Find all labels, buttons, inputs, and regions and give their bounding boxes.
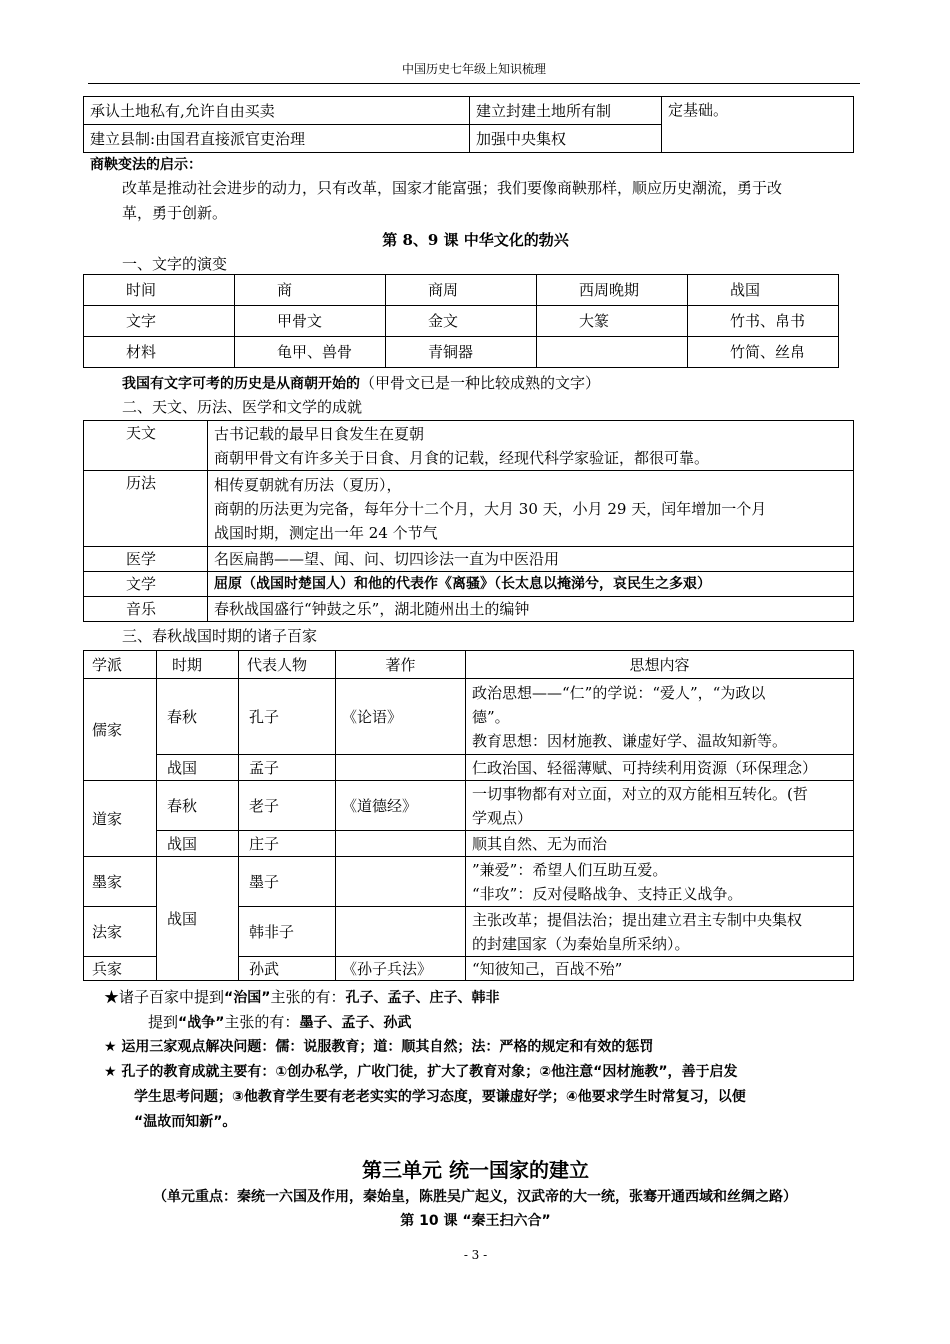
schools-header: 学派 [84, 651, 157, 679]
unit-key-points: （单元重点：秦统一六国及作用，秦始皇，陈胜吴广起义，汉武帝的大一统，张骞开通西域和丝绸之路） [153, 1189, 797, 1205]
achievement-line: 战国时期，测定出一年 24 个节气 [214, 523, 438, 542]
school-thought [466, 907, 854, 957]
reform-cell: 承认土地私有,允许自由买卖 [84, 97, 470, 125]
achievement-label: 文学 [84, 572, 208, 597]
writing-cell: 金文 [386, 306, 537, 337]
header-divider [88, 83, 860, 84]
section-title-achievements: 二、天文、历法、医学和文学的成就 [122, 398, 363, 416]
school-thought [466, 781, 854, 831]
achievement-content: 名医扁鹊——望、闻、问、切四诊法一直为中医沿用 [208, 547, 854, 572]
school-thought [466, 857, 854, 907]
writing-cell: 龟甲、兽骨 [235, 337, 386, 368]
lesson-title: 第 8、9 课 中华文化的勃兴 [382, 231, 569, 249]
note-text: 主张的有： [224, 1013, 300, 1031]
section-title-schools: 三、春秋战国时期的诸子百家 [122, 627, 318, 645]
achievement-label: 音乐 [84, 597, 208, 622]
school-work [336, 755, 466, 781]
school-period: 战国 [157, 831, 239, 857]
thought-line: 的封建国家（为秦始皇所采纳）。 [472, 934, 690, 953]
achievement-content [208, 421, 854, 471]
note-keyword: “战争” [178, 1015, 225, 1031]
section-title-writing: 一、文字的演变 [122, 255, 228, 273]
writing-cell: 材料 [84, 337, 235, 368]
reform-cell: 建立封建土地所有制 [470, 97, 662, 125]
writing-cell: 竹简、丝帛 [688, 337, 839, 368]
achievement-label: 历法 [84, 471, 208, 547]
school-work [336, 857, 466, 907]
writing-cell: 甲骨文 [235, 306, 386, 337]
school-period: 战国 [157, 857, 239, 981]
thought-line: “非攻”：反对侵略战争、支持正义战争。 [472, 884, 743, 903]
school-period: 春秋 [157, 679, 239, 755]
note-confucius-education-end: “温故而知新”。 [134, 1114, 237, 1130]
inspiration-title: 商鞅变法的启示： [90, 157, 202, 173]
school-name: 道家 [84, 781, 157, 857]
note-confucius-education-cont: 学生思考问题；③他教育学生要有老老实实的学习态度，要谦虚好学；④他要求学生时常复习，以便 [134, 1089, 746, 1105]
reform-right-cell: 定基础。 [662, 97, 854, 153]
school-work [336, 831, 466, 857]
inspiration-text: 改革是推动社会进步的动力，只有改革，国家才能富强；我们要像商鞅那样，顺应历史潮流，勇于改 [122, 179, 783, 197]
note-keyword: “治国” [224, 990, 271, 1006]
writing-cell: 战国 [688, 275, 839, 306]
page-header: 中国历史七年级上知识梳理 [401, 62, 546, 76]
schools-header: 时期 [157, 651, 239, 679]
lesson-10-title: 第 10 课 “秦王扫六合” [400, 1213, 551, 1229]
achievement-content: 春秋战国盛行“钟鼓之乐”，湖北随州出土的编钟 [208, 597, 854, 622]
note-text: 主张的有： [270, 988, 346, 1006]
thought-line: 学观点） [472, 808, 533, 827]
school-thought: 顺其自然、无为而治 [466, 831, 854, 857]
school-name: 儒家 [84, 679, 157, 781]
writing-cell: 西周晚期 [537, 275, 688, 306]
school-name: 兵家 [84, 957, 157, 981]
reform-cell: 加强中央集权 [470, 125, 662, 153]
thought-line: 一切事物都有对立面，对立的双方能相互转化。(哲 [472, 784, 808, 803]
writing-cell: 大篆 [537, 306, 688, 337]
thought-line: 德”。 [472, 707, 510, 726]
thought-line: ”兼爱”：希望人们互助互爱。 [472, 860, 668, 879]
note-answer: 墨子、孟子、孙武 [299, 1015, 412, 1031]
achievements-table [83, 420, 854, 622]
school-person: 孔子 [239, 679, 336, 755]
thought-line: 政治思想——“仁”的学说：“爱人”，“为政以 [472, 683, 766, 702]
note-text: 提到 [148, 1013, 179, 1031]
writing-cell: 商 [235, 275, 386, 306]
school-thought: 仁政治国、轻徭薄赋、可持续利用资源（环保理念） [466, 755, 854, 781]
school-work: 《孙子兵法》 [336, 957, 466, 981]
note-war [148, 1011, 923, 1034]
school-work: 《道德经》 [336, 781, 466, 831]
note-answer: 孔子、孟子、庄子、韩非 [345, 990, 500, 1006]
thought-line: 主张改革；提倡法治；提出建立君主专制中央集权 [472, 910, 803, 929]
writing-cell: 竹书、帛书 [688, 306, 839, 337]
school-work: 《论语》 [336, 679, 466, 755]
schools-header: 代表人物 [239, 651, 336, 679]
writing-note-rest: （甲骨文已是一种比较成熟的文字） [360, 374, 601, 392]
writing-cell: 商周 [386, 275, 537, 306]
writing-table [83, 274, 839, 368]
achievement-line: 相传夏朝就有历法（夏历）， [214, 475, 402, 494]
achievement-line: 古书记载的最早日食发生在夏朝 [214, 424, 425, 443]
achievement-line: 商朝甲骨文有许多关于日食、月食的记载，经现代科学家验证，都很可靠。 [214, 448, 710, 467]
unit-title: 第三单元 统一国家的建立 [362, 1158, 589, 1182]
achievement-label: 天文 [84, 421, 208, 471]
note-text: 诸子百家中提到 [119, 988, 225, 1006]
reform-cell: 建立县制:由国君直接派官吏治理 [84, 125, 470, 153]
school-person: 墨子 [239, 857, 336, 907]
writing-cell: 文字 [84, 306, 235, 337]
school-person: 韩非子 [239, 907, 336, 957]
achievement-content [208, 471, 854, 547]
school-name: 法家 [84, 907, 157, 957]
writing-cell: 青铜器 [386, 337, 537, 368]
page-number: - 3 - [463, 1248, 488, 1262]
school-person: 孟子 [239, 755, 336, 781]
star-icon: ★ [104, 988, 120, 1006]
school-work [336, 907, 466, 957]
writing-note-bold: 我国有文字可考的历史是从商朝开始的 [122, 376, 360, 392]
achievement-content: 屈原（战国时楚国人）和他的代表作《离骚》（长太息以掩涕兮，哀民生之多艰） [208, 572, 854, 597]
school-thought: “知彼知己，百战不殆” [466, 957, 854, 981]
note-three-schools: ★ 运用三家观点解决问题：儒：说服教育；道：顺其自然；法：严格的规定和有效的惩罚 [104, 1039, 654, 1055]
schools-header: 著作 [336, 651, 466, 679]
school-name: 墨家 [84, 857, 157, 907]
inspiration-text-cont: 革，勇于创新。 [122, 204, 228, 222]
reform-table [83, 96, 854, 153]
schools-header: 思想内容 [466, 651, 854, 679]
achievement-label: 医学 [84, 547, 208, 572]
school-thought [466, 679, 854, 755]
school-person: 老子 [239, 781, 336, 831]
note-confucius-education: ★ 孔子的教育成就主要有：①创办私学，广收门徒，扩大了教育对象；②他注意“因材施教”，善于启发 [104, 1064, 738, 1080]
school-period: 战国 [157, 755, 239, 781]
school-person: 孙武 [239, 957, 336, 981]
thought-line: 教育思想：因材施教、谦虚好学、温故知新等。 [472, 731, 788, 750]
writing-cell: 时间 [84, 275, 235, 306]
writing-cell [537, 337, 688, 368]
writing-note [122, 372, 897, 395]
school-period: 春秋 [157, 781, 239, 831]
note-governance [104, 986, 879, 1009]
achievement-line: 商朝的历法更为完备，每年分十二个月，大月 30 天，小月 29 天，闰年增加一个月 [214, 499, 767, 518]
schools-table [83, 650, 854, 981]
school-person: 庄子 [239, 831, 336, 857]
